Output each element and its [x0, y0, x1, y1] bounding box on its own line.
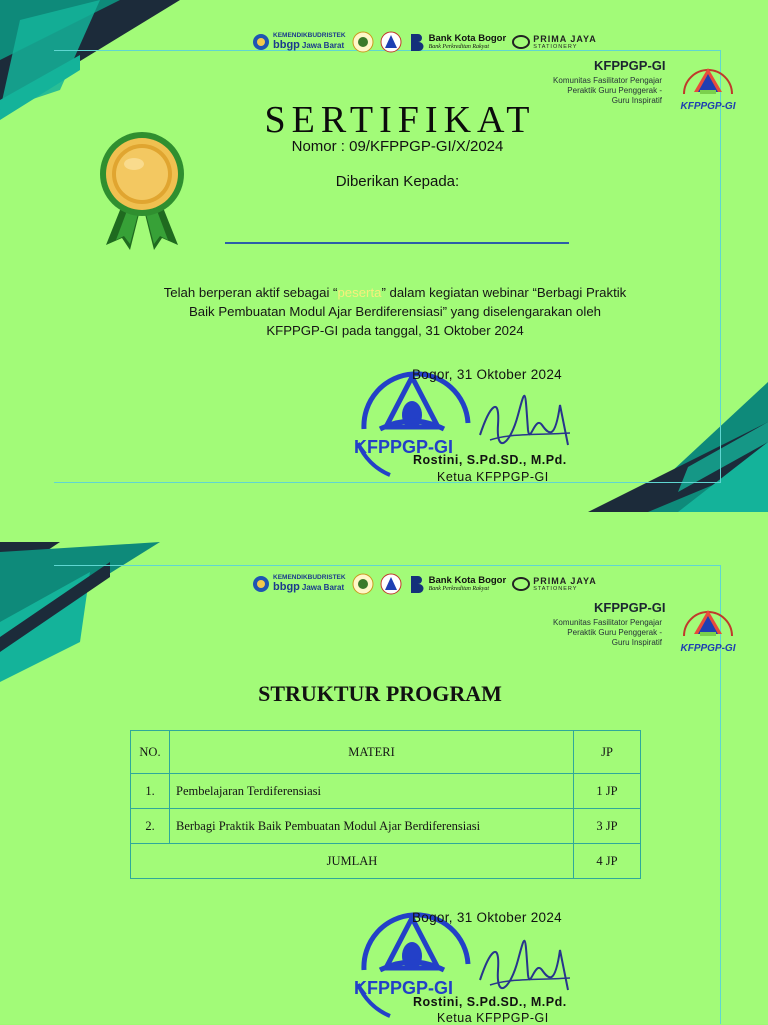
organizer-name: KFPPGP-GI: [594, 58, 666, 73]
signer-role: Ketua KFPPGP-GI: [437, 1011, 549, 1025]
organizer-logo-text: KFPPGP-GI: [680, 643, 736, 654]
prima-jaya-logo: [512, 34, 597, 50]
stamp-text: KFPPGP-GI: [354, 978, 454, 998]
body-prefix: Telah berperan aktif sebagai “: [163, 285, 338, 300]
bank-b-icon: [408, 574, 426, 594]
organizer-subtitle-line: Komunitas Fasilitator Pengajar: [553, 618, 662, 627]
organizer-block: [534, 600, 744, 658]
organizer-subtitle-line: Komunitas Fasilitator Pengajar: [553, 76, 662, 85]
prima-sub-label: STATIONERY: [533, 586, 578, 592]
row-no: 1.: [131, 774, 170, 809]
certificate-page: [0, 0, 768, 512]
header-materi: MATERI: [170, 731, 574, 774]
table-total-row: [131, 844, 641, 879]
organizer-logo: [672, 602, 744, 654]
certificate-title: SERTIFIKAT: [264, 99, 536, 141]
kemendikbud-logo: [252, 575, 346, 593]
organizer-logo-text: KFPPGP-GI: [680, 101, 736, 112]
prima-jaya-icon: [512, 34, 530, 50]
kfppgp-emblem-icon: [672, 60, 744, 102]
row-no: 2.: [131, 809, 170, 844]
tut-wuri-icon: [252, 33, 270, 51]
recipient-name-line: [225, 242, 569, 244]
signature-icon: [470, 385, 580, 460]
jawa-barat-label: Jawa Barat: [301, 582, 345, 592]
sign-place-date: Bogor, 31 Oktober 2024: [412, 910, 562, 925]
table-row: [131, 809, 641, 844]
row-materi: Berbagi Praktik Baik Pembuatan Modul Ajar Berdiferensiasi: [170, 809, 574, 844]
kemendikbud-logo: [252, 33, 346, 51]
bbgp-label: bbgp: [273, 580, 300, 593]
tut-wuri-icon: [252, 575, 270, 593]
stamp-text: KFPPGP-GI: [354, 437, 454, 457]
bank-kota-bogor-logo: [408, 574, 507, 594]
table-header-row: [131, 731, 641, 774]
organizer-subtitle-line: Guru Inspiratif: [611, 638, 662, 647]
signer-name: Rostini, S.Pd.SD., M.Pd.: [413, 453, 567, 467]
bank-tagline: Bank Perkreditan Rakyat: [428, 43, 490, 50]
shield-emblem-icon: [380, 31, 402, 53]
signer-role: Ketua KFPPGP-GI: [437, 470, 549, 484]
prima-label: PRIMA JAYA: [533, 34, 597, 44]
header-no: NO.: [131, 731, 170, 774]
kfppgp-emblem-icon: [672, 602, 744, 644]
bank-tagline: Bank Perkreditan Rakyat: [428, 585, 490, 592]
sponsor-logos: [252, 570, 597, 598]
kemendikbud-label: KEMENDIKBUDRISTEK: [273, 32, 346, 40]
row-materi: Pembelajaran Terdiferensiasi: [170, 774, 574, 809]
total-jp: 4 JP: [574, 844, 641, 879]
signature-icon: [470, 930, 580, 1005]
bank-label: Bank Kota Bogor: [428, 575, 507, 587]
sponsor-logos: [252, 28, 597, 56]
organizer-subtitle-line: Peraktik Guru Penggerak -: [567, 628, 662, 637]
emblem-icon: [352, 31, 374, 53]
bbgp-label: bbgp: [273, 38, 300, 51]
shield-emblem-icon: [380, 573, 402, 595]
organizer-subtitle: [534, 618, 662, 648]
prima-label: PRIMA JAYA: [533, 576, 597, 586]
jawa-barat-label: Jawa Barat: [301, 40, 345, 50]
row-jp: 3 JP: [574, 809, 641, 844]
body-suffix: ” dalam kegiatan webinar “Berbagi Praktik Baik Pembuatan Modul Ajar Berdiferensiasi” yang diselengarakan oleh KFPPGP-GI pada tanggal, 31 Oktober 2024: [189, 285, 627, 338]
prima-jaya-logo: [512, 576, 597, 592]
prima-sub-label: STATIONERY: [533, 44, 578, 50]
sign-place-date: Bogor, 31 Oktober 2024: [412, 367, 562, 382]
program-title: STRUKTUR PROGRAM: [258, 681, 502, 706]
bank-label: Bank Kota Bogor: [428, 33, 507, 45]
total-label: JUMLAH: [131, 844, 574, 879]
given-to-label: Diberikan Kepada:: [335, 173, 460, 190]
certificate-number: Nomor : 09/KFPPGP-GI/X/2024: [291, 138, 504, 155]
kemendikbud-label: KEMENDIKBUDRISTEK: [273, 574, 346, 582]
bank-b-icon: [408, 32, 426, 52]
header-jp: JP: [574, 731, 641, 774]
prima-jaya-icon: [512, 576, 530, 592]
bank-kota-bogor-logo: [408, 32, 507, 52]
program-table: [130, 730, 641, 879]
organizer-subtitle-line: Peraktik Guru Penggerak -: [567, 86, 662, 95]
row-jp: 1 JP: [574, 774, 641, 809]
emblem-icon: [352, 573, 374, 595]
table-row: [131, 774, 641, 809]
organizer-subtitle-line: Guru Inspiratif: [611, 96, 662, 105]
organizer-name: KFPPGP-GI: [594, 600, 666, 615]
role-text: peserta: [337, 285, 382, 300]
certificate-body: [160, 283, 630, 340]
signer-name: Rostini, S.Pd.SD., M.Pd.: [413, 995, 567, 1009]
